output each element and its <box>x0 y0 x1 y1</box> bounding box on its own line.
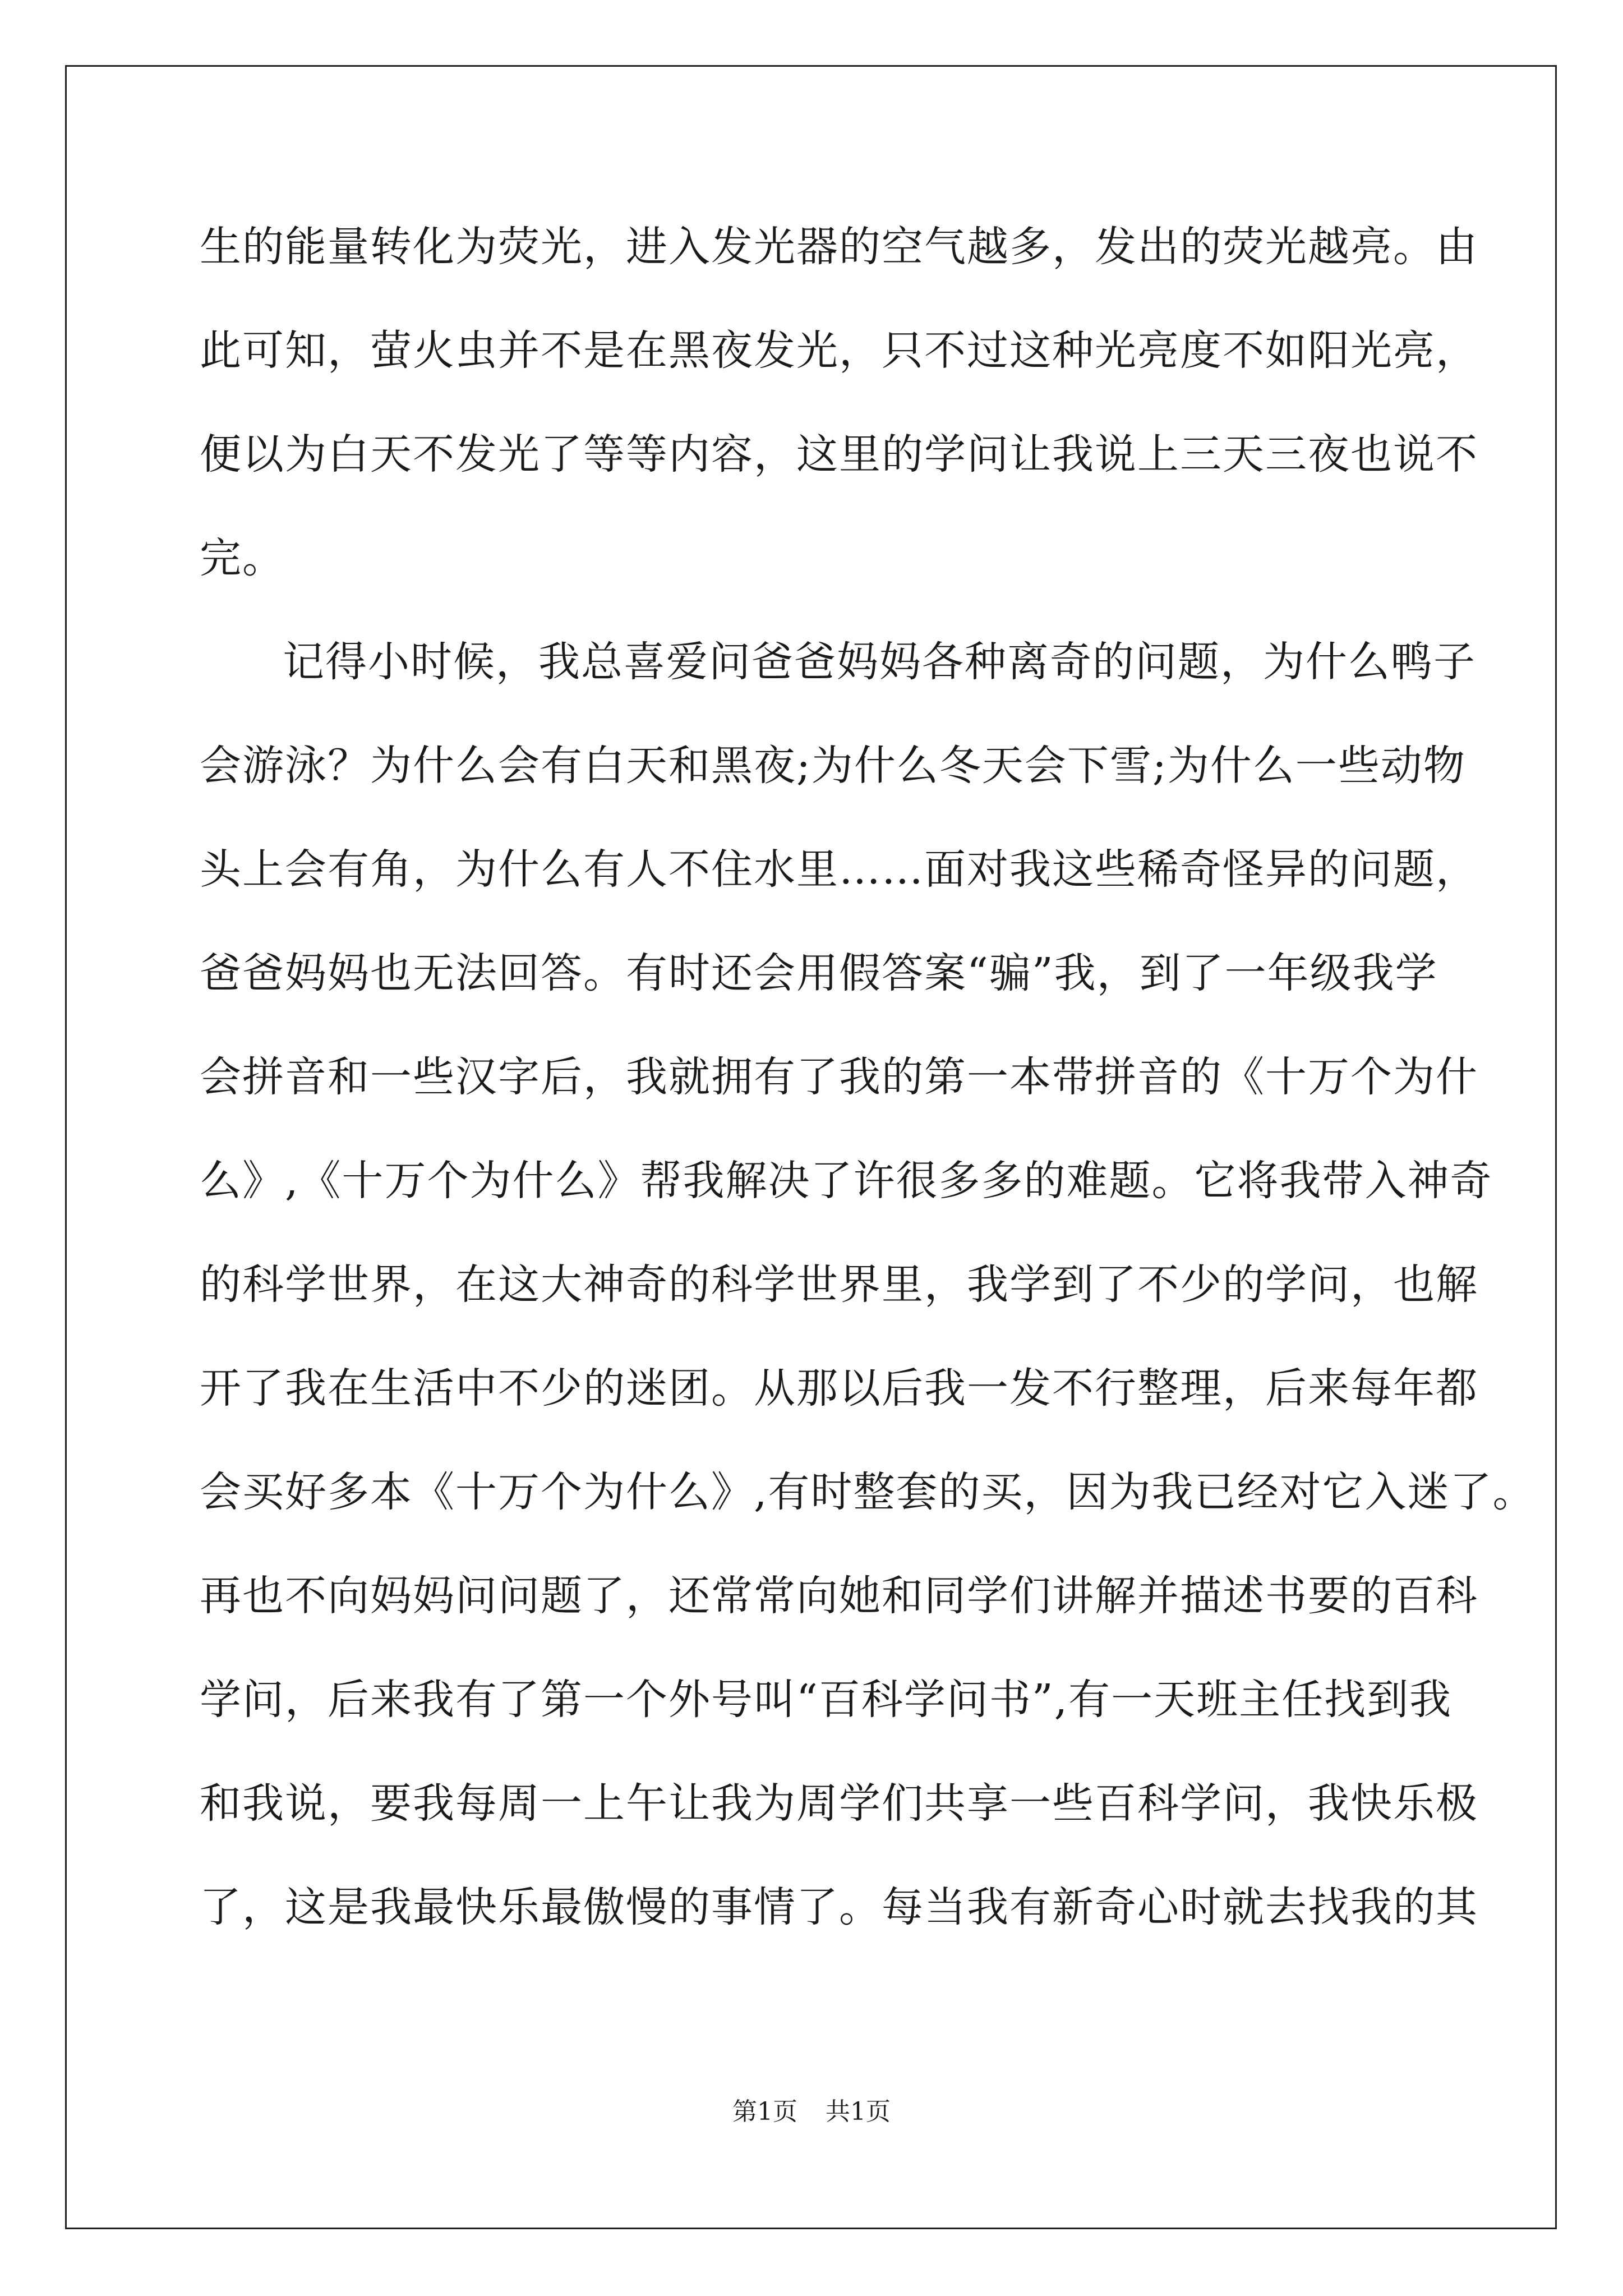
text-line: 的科学世界，在这大神奇的科学世界里，我学到了不少的学问，也解 <box>200 1260 1478 1309</box>
page-number-current: 第1页 <box>732 2097 797 2126</box>
text-line: 头上会有角，为什么有人不住水里……面对我这些稀奇怪异的问题， <box>200 845 1478 894</box>
text-line: 么》,《十万个为什么》帮我解决了许很多多的难题。它将我带入神奇 <box>200 1157 1493 1205</box>
page-footer <box>0 2095 1623 2129</box>
text-line: 会游泳？为什么会有白天和黑夜;为什么冬天会下雪;为什么一些动物 <box>200 742 1466 790</box>
text-line: 学问，后来我有了第一个外号叫“百科学问书”,有一天班主任找到我 <box>200 1676 1453 1724</box>
text-line: 再也不向妈妈问问题了，还常常向她和同学们讲解并描述书要的百科 <box>200 1572 1478 1620</box>
text-line: 和我说，要我每周一上午让我为周学们共享一些百科学问，我快乐极 <box>200 1779 1478 1828</box>
text-line: 了，这是我最快乐最傲慢的事情了。每当我有新奇心时就去找我的其 <box>200 1883 1478 1931</box>
text-line: 生的能量转化为荧光，进入发光器的空气越多，发出的荧光越亮。由 <box>200 223 1478 271</box>
text-line: 开了我在生活中不少的迷团。从那以后我一发不行整理，后来每年都 <box>200 1364 1478 1412</box>
text-line: 完。 <box>200 534 285 582</box>
page-number-total: 共1页 <box>826 2097 891 2126</box>
text-line: 会拼音和一些汉字后，我就拥有了我的第一本带拼音的《十万个为什 <box>200 1053 1478 1101</box>
text-line: 此可知，萤火虫并不是在黑夜发光，只不过这种光亮度不如阳光亮， <box>200 326 1478 375</box>
paragraph-first-line: 记得小时候，我总喜爱问爸爸妈妈各种离奇的问题，为什么鸭子 <box>283 638 1476 686</box>
text-line: 爸爸妈妈也无法回答。有时还会用假答案“骗”我，到了一年级我学 <box>200 949 1438 997</box>
text-line: 会买好多本《十万个为什么》,有时整套的买，因为我已经对它入迷了。 <box>200 1468 1536 1516</box>
text-line: 便以为白天不发光了等等内容，这里的学问让我说上三天三夜也说不 <box>200 430 1478 478</box>
document-body <box>200 216 1536 1980</box>
